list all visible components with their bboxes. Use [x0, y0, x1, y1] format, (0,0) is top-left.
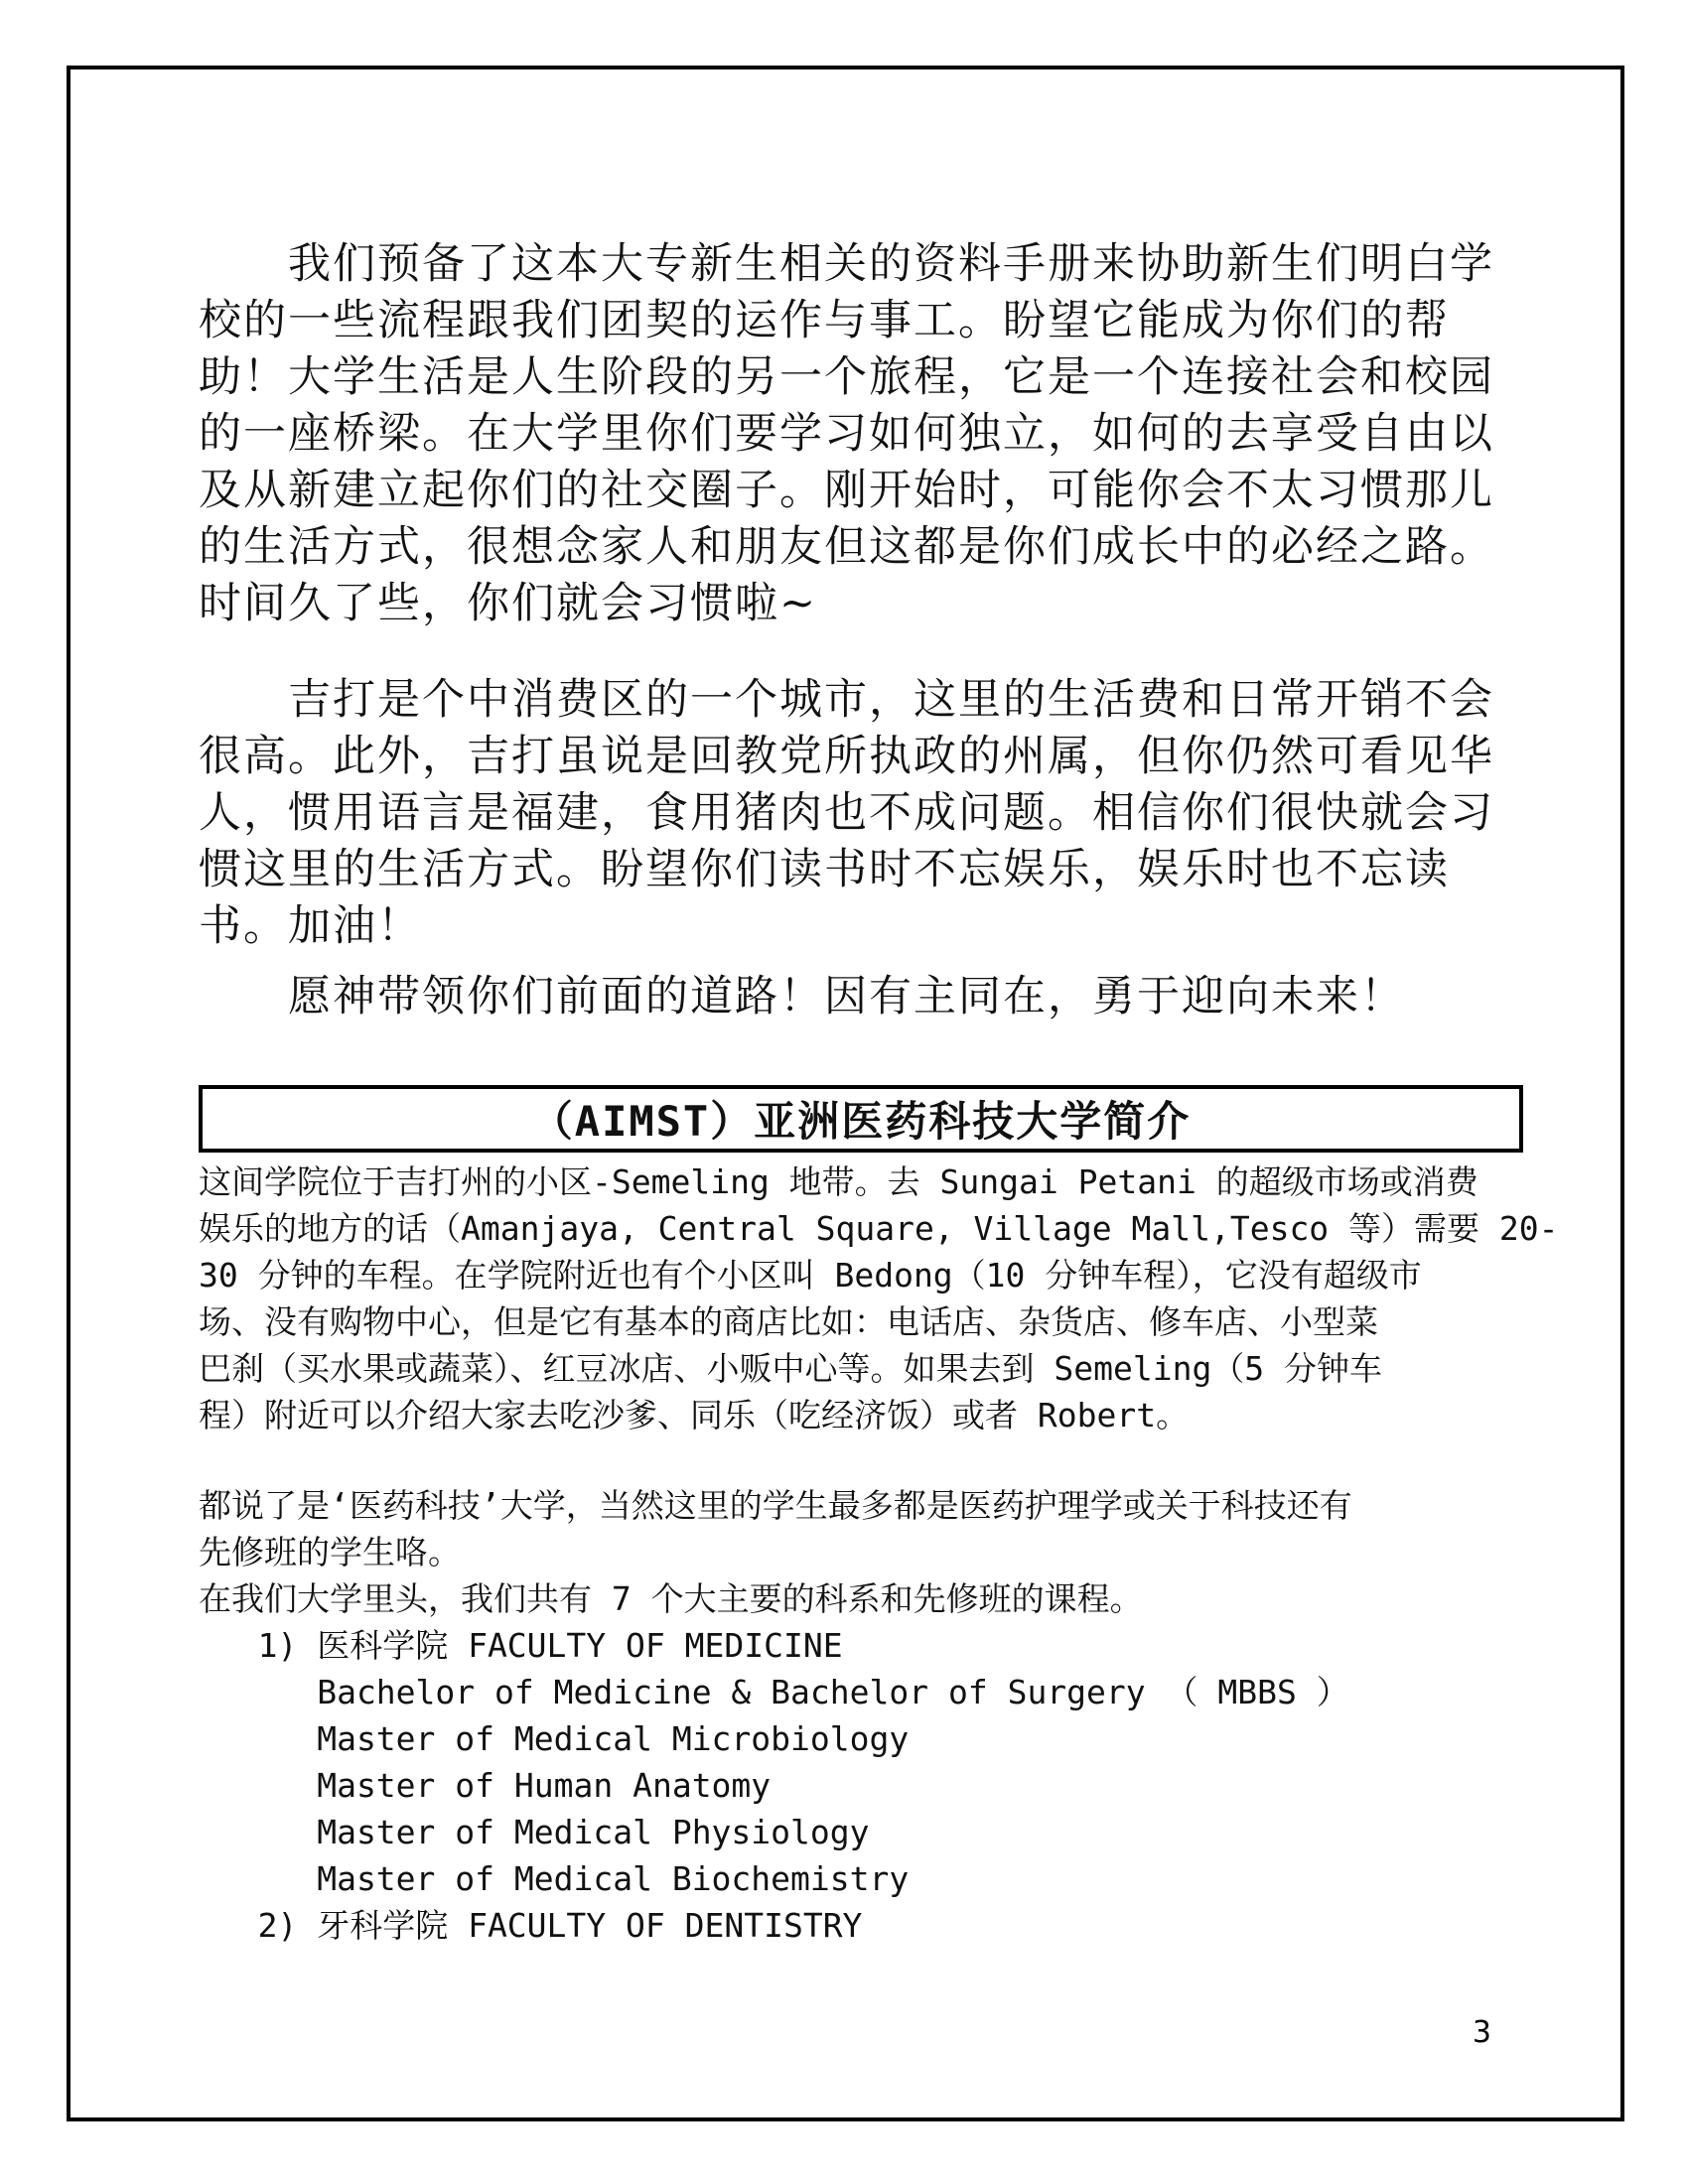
faculty-list-line: 2) 牙科学院 FACULTY OF DENTISTRY	[199, 1906, 863, 1945]
intro-section	[199, 236, 1523, 1025]
faculty-list-line: 1) 医科学院 FACULTY OF MEDICINE	[199, 1626, 843, 1665]
welcome-paragraph	[199, 236, 1523, 632]
text-line: 很高。此外，吉打虽说是回教党所执政的州属，但你仍然可看见华	[199, 732, 1494, 781]
text-line: 书。加油！	[199, 901, 422, 951]
page-border-frame	[67, 66, 1624, 2121]
text-line: 校的一些流程跟我们团契的运作与事工。盼望它能成为你们的帮	[199, 296, 1450, 345]
text-line: 助！大学生活是人生阶段的另一个旅程，它是一个连接社会和校园	[199, 352, 1494, 402]
blessing-paragraph	[199, 969, 1523, 1025]
text-line: 的一座桥梁。在大学里你们要学习如何独立，如何的去享受自由以	[199, 409, 1494, 459]
aimst-heading-title: （AIMST）亚洲医药科技大学简介	[530, 1097, 1192, 1146]
aimst-section	[199, 1159, 1559, 1949]
faculty-list-line: Master of Medical Biochemistry	[199, 1859, 910, 1898]
programs-intro-paragraph	[199, 1575, 1523, 1622]
text-line: 的生活方式，很想念家人和朋友但这都是你们成长中的必经之路。	[199, 522, 1494, 572]
text-line: 惯这里的生活方式。盼望你们读书时不忘娱乐，娱乐时也不忘读	[199, 845, 1450, 894]
faculty-list	[199, 1622, 1523, 1949]
programs-intro-line: 在我们大学里头，我们共有 7 个大主要的科系和先修班的课程。	[199, 1579, 1143, 1618]
text-line: 先修班的学生咯。	[199, 1533, 461, 1571]
faculty-list-line: Bachelor of Medicine & Bachelor of Surgery （ MBBS ）	[199, 1673, 1349, 1711]
text-line: 这间学院位于吉打州的小区-Semeling 地带。去 Sungai Petani 的超级市场或消费	[199, 1162, 1478, 1201]
text-line: 场、没有购物中心，但是它有基本的商店比如：电话店、杂货店、修车店、小型菜	[199, 1302, 1378, 1341]
page-number: 3	[1472, 2015, 1491, 2050]
kedah-paragraph	[199, 672, 1523, 955]
text-line: 娱乐的地方的话（Amanjaya, Central Square, Village Mall,Tesco 等）需要 20-	[199, 1209, 1559, 1248]
text-line: 程）附近可以介绍大家去吃沙爹、同乐（吃经济饭）或者 Robert。	[199, 1396, 1190, 1434]
location-paragraph	[199, 1159, 1559, 1438]
text-line: 都说了是‘医药科技’大学，当然这里的学生最多都是医药护理学或关于科技还有	[199, 1486, 1352, 1525]
blessing-line: 愿神带领你们前面的道路！因有主同在，勇于迎向未来！	[199, 972, 1405, 1022]
faculty-list-line: Master of Medical Microbiology	[199, 1719, 910, 1758]
students-paragraph	[199, 1482, 1523, 1575]
text-line: 巴刹（买水果或蔬菜）、红豆冰店、小贩中心等。如果去到 Semeling（5 分钟车	[199, 1349, 1383, 1388]
text-line: 我们预备了这本大专新生相关的资料手册来协助新生们明白学	[199, 239, 1494, 289]
aimst-heading-box	[199, 1085, 1523, 1153]
text-line: 及从新建立起你们的社交圈子。刚开始时，可能你会不太习惯那儿	[199, 466, 1494, 515]
text-line: 30 分钟的车程。在学院附近也有个小区叫 Bedong（10 分钟车程），它没有超级市	[199, 1256, 1422, 1295]
faculty-list-line: Master of Medical Physiology	[199, 1813, 870, 1851]
faculty-list-line: Master of Human Anatomy	[199, 1766, 772, 1805]
document-content	[199, 69, 1559, 1949]
text-line: 吉打是个中消费区的一个城市，这里的生活费和日常开销不会	[199, 675, 1494, 725]
text-line: 时间久了些，你们就会习惯啦~	[199, 579, 818, 628]
text-line: 人，惯用语言是福建，食用猪肉也不成问题。相信你们很快就会习	[199, 788, 1494, 838]
